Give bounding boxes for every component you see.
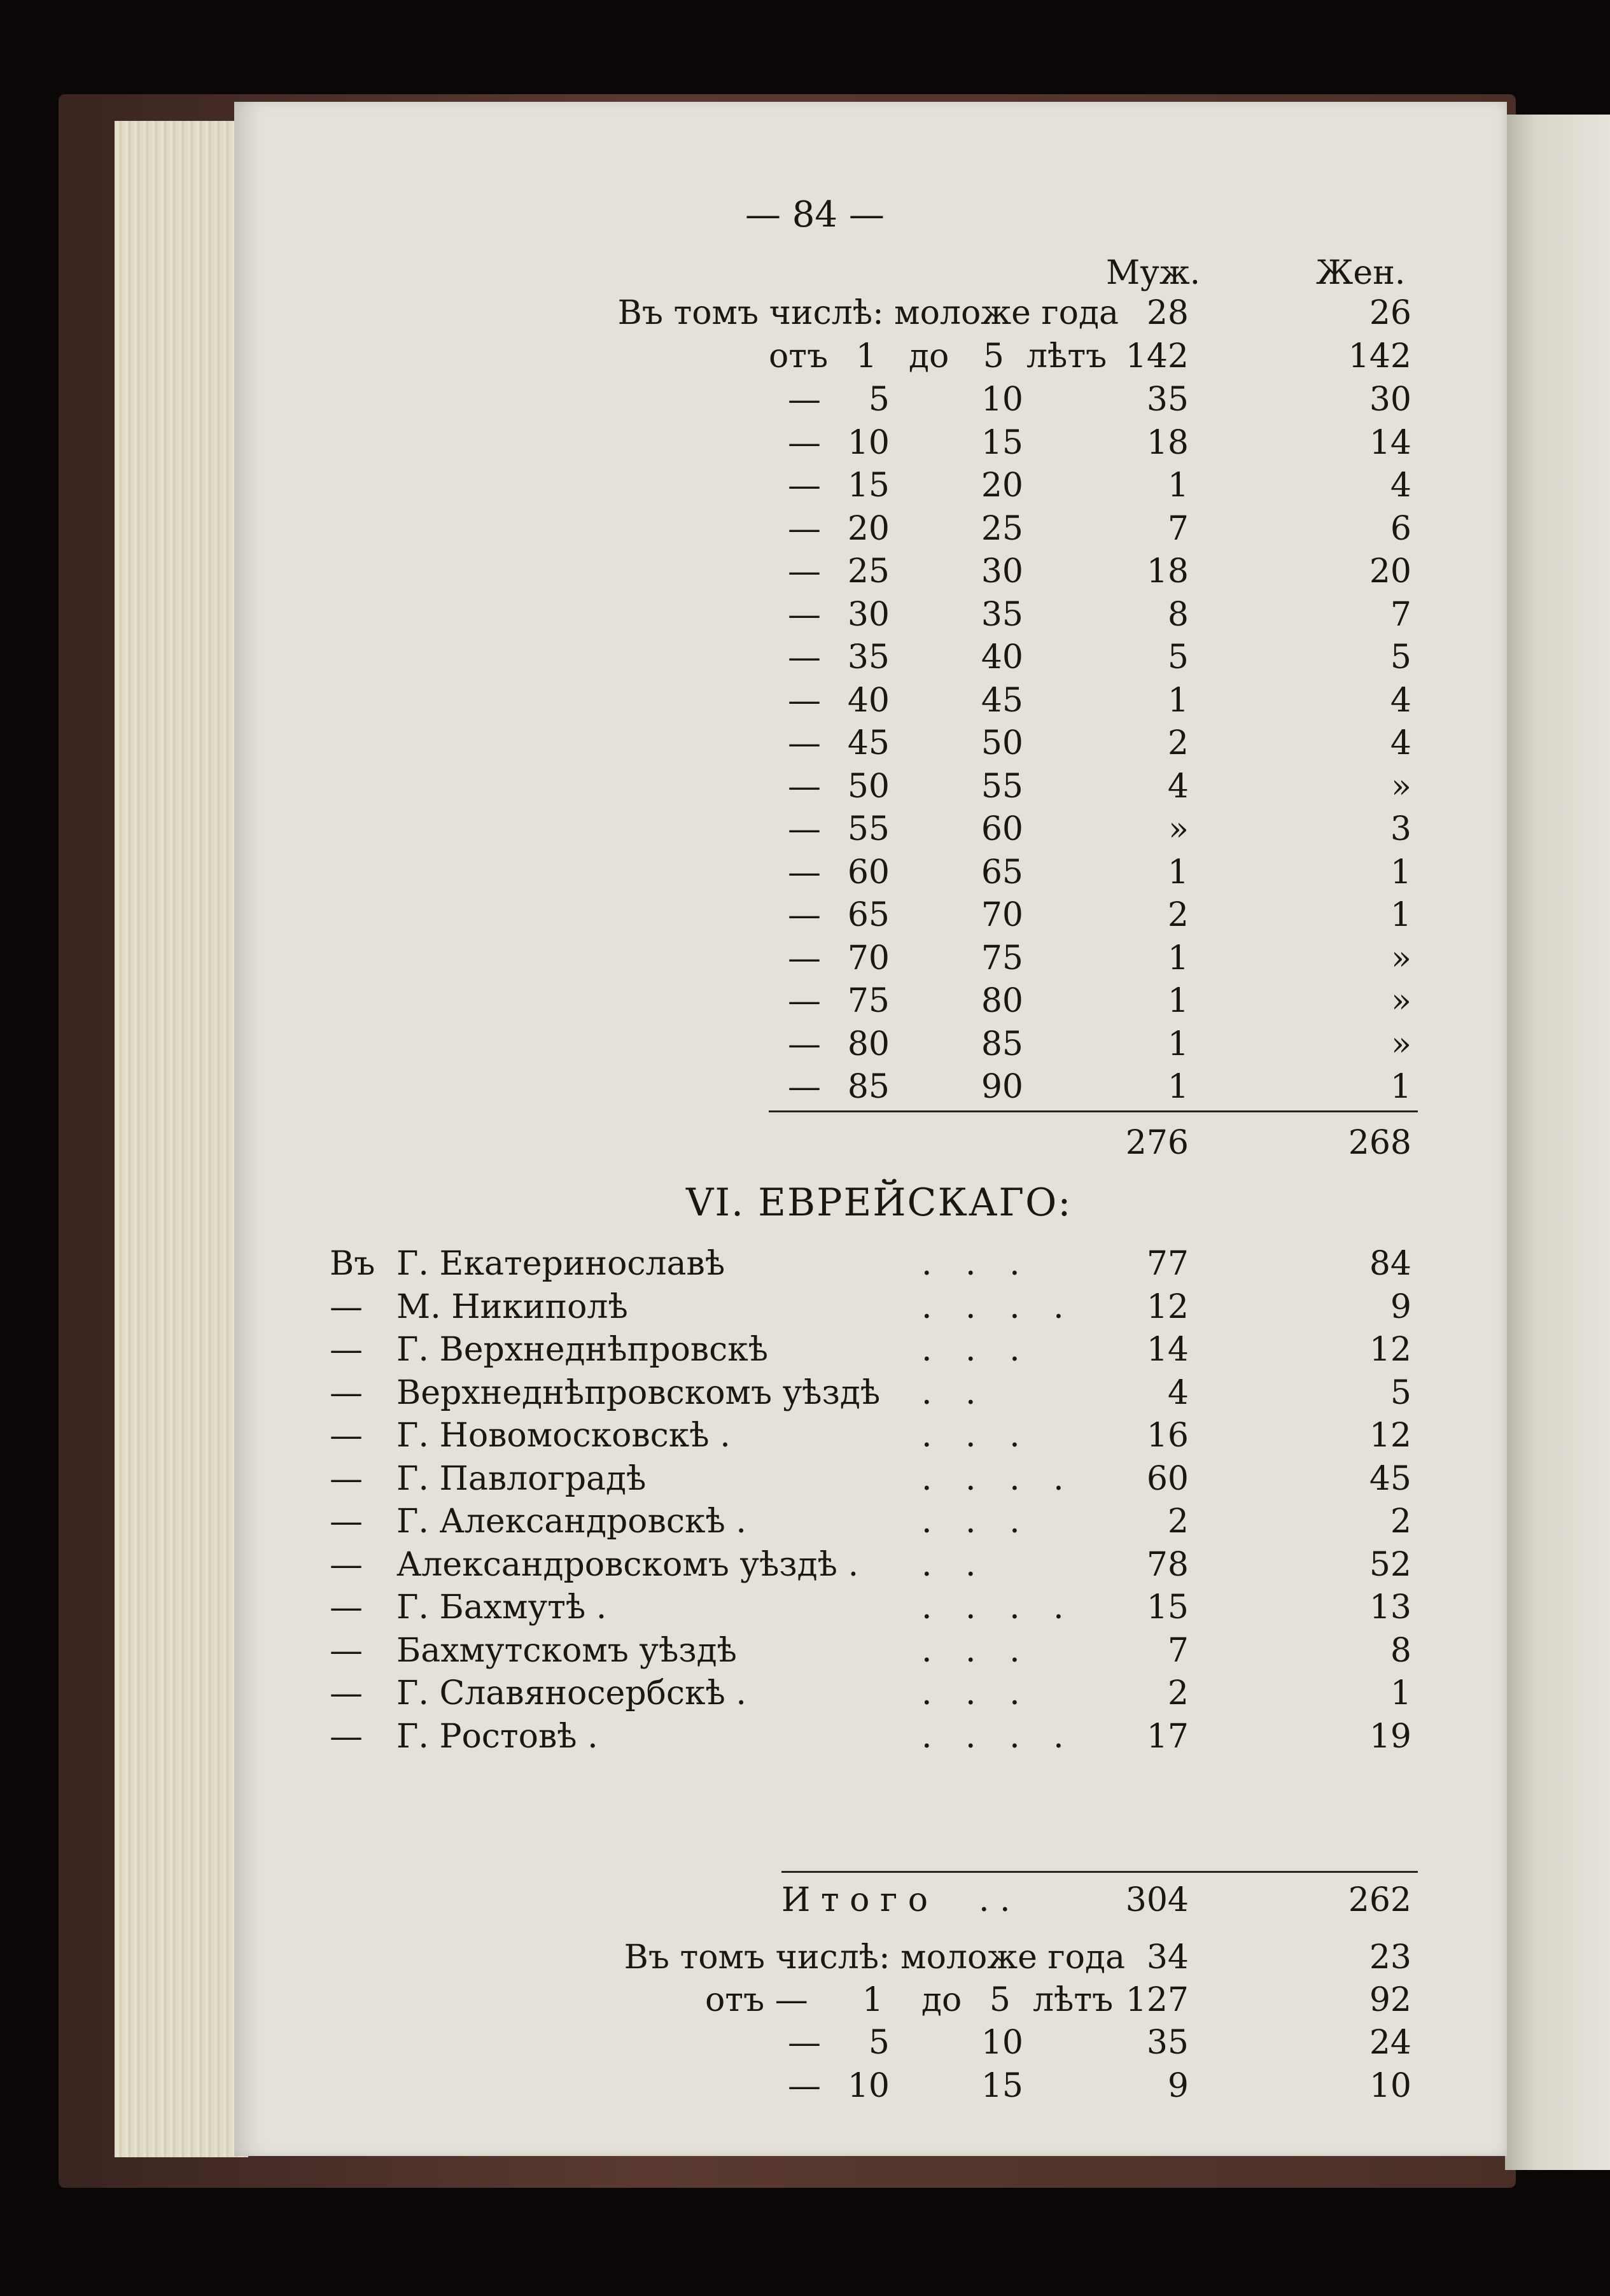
place-row-name: М. Никиполѣ [396, 1287, 628, 1326]
age-row-from: 35 [847, 638, 890, 676]
men-column-header: Муж. [1106, 254, 1201, 292]
place-row-name: Г. Бахмутѣ . [396, 1588, 607, 1627]
age-row-women: 10 [1369, 2066, 1411, 2105]
place-row-men: 14 [1146, 1331, 1189, 1369]
age-row-to: 75 [981, 939, 1023, 977]
age-row-from: 30 [847, 595, 890, 634]
place-row-name: Бахмутскомъ уѣздѣ [396, 1631, 738, 1670]
place-row-women: 1 [1390, 1674, 1411, 1712]
place-row-dots: . . . . [921, 1717, 1075, 1756]
age-row-to: 90 [981, 1068, 1023, 1106]
age-row-women: 1 [1390, 896, 1411, 934]
age-row-from: 5 [868, 2024, 890, 2062]
place-row-name: Г. Ростовѣ . [396, 1717, 598, 1756]
part2-first-men: 127 [1125, 1981, 1189, 2019]
age-row-men: 1 [1167, 466, 1189, 505]
place-row-men: 60 [1146, 1459, 1189, 1498]
place-row-women: 45 [1369, 1459, 1411, 1498]
place-row-prefix: — [330, 1331, 363, 1369]
age-row-men: 1 [1167, 1025, 1189, 1063]
age-row-to: 50 [981, 724, 1023, 762]
age-row-men: 18 [1146, 552, 1189, 591]
place-row-name: Г. Александровскѣ . [396, 1502, 746, 1541]
age-row-men: 35 [1146, 381, 1189, 419]
place-row-men: 4 [1167, 1373, 1189, 1412]
place-row-women: 19 [1369, 1717, 1411, 1756]
age-row-from: 65 [847, 896, 890, 934]
age-row-to: 85 [981, 1025, 1023, 1063]
part2-first-to: 5 [989, 1981, 1011, 2019]
part2-first-from: 1 [862, 1981, 883, 2019]
age-row-from: 50 [847, 767, 890, 806]
part1-first-prefix: отъ [769, 337, 829, 375]
place-row-prefix: — [330, 1545, 363, 1584]
age-row-women: 1 [1390, 1068, 1411, 1106]
place-row-dots: . . . . [921, 1588, 1075, 1627]
place-row-women: 5 [1390, 1373, 1411, 1412]
age-row-dash: — [788, 681, 821, 720]
part2-first-prefix: отъ — [705, 1981, 808, 2019]
itogo-label: И т о г о [781, 1881, 928, 1919]
age-row-women: 1 [1390, 853, 1411, 892]
age-row-dash: — [788, 423, 821, 462]
age-row-dash: — [788, 638, 821, 676]
part1-young-women: 26 [1369, 294, 1411, 332]
part1-first-women: 142 [1348, 337, 1411, 375]
place-row-name: Александровскомъ уѣздѣ . [396, 1545, 859, 1584]
age-row-women: 30 [1369, 381, 1411, 419]
place-row-dots: . . [921, 1373, 988, 1412]
place-row-women: 84 [1369, 1245, 1411, 1283]
age-row-women: 14 [1369, 423, 1411, 462]
itogo-men: 304 [1125, 1881, 1189, 1919]
part2-first-middle: до [921, 1981, 962, 2019]
place-row-dots: . . [921, 1545, 988, 1584]
place-row-prefix: — [330, 1417, 363, 1455]
place-row-name: Верхнеднѣпровскомъ уѣздѣ [396, 1373, 881, 1412]
age-row-dash: — [788, 724, 821, 762]
age-row-men: 35 [1146, 2024, 1189, 2062]
place-row-women: 12 [1369, 1331, 1411, 1369]
place-row-prefix: — [330, 1717, 363, 1756]
place-row-name: Г. Екатеринославѣ [396, 1245, 725, 1283]
place-row-women: 13 [1369, 1588, 1411, 1627]
place-row-dots: . . . [921, 1674, 1032, 1712]
book-page [234, 102, 1507, 2156]
place-row-prefix: — [330, 1459, 363, 1498]
place-row-prefix: — [330, 1502, 363, 1541]
age-row-to: 60 [981, 810, 1023, 848]
age-row-men: 1 [1167, 1068, 1189, 1106]
age-row-from: 85 [847, 1068, 890, 1106]
place-row-prefix: — [330, 1631, 363, 1670]
age-row-to: 65 [981, 853, 1023, 892]
age-row-from: 5 [868, 381, 890, 419]
age-row-dash: — [788, 810, 821, 848]
place-row-dots: . . . [921, 1502, 1032, 1541]
age-row-to: 35 [981, 595, 1023, 634]
age-row-men: 1 [1167, 982, 1189, 1020]
age-row-men: 2 [1167, 724, 1189, 762]
part1-first-suffix: лѣтъ [1026, 337, 1107, 375]
page-edges [115, 121, 248, 2157]
place-row-prefix: — [330, 1674, 363, 1712]
age-row-dash: — [788, 939, 821, 977]
age-row-dash: — [788, 1068, 821, 1106]
place-row-prefix: — [330, 1373, 363, 1412]
place-row-name: Г. Верхнеднѣпровскѣ [396, 1331, 769, 1369]
age-row-dash: — [788, 595, 821, 634]
place-row-men: 12 [1146, 1287, 1189, 1326]
age-row-from: 10 [847, 423, 890, 462]
age-row-men: 8 [1167, 595, 1189, 634]
place-row-dots: . . . [921, 1245, 1032, 1283]
place-row-dots: . . . . [921, 1287, 1075, 1326]
age-row-from: 10 [847, 2066, 890, 2105]
part1-first-men: 142 [1125, 337, 1189, 375]
age-row-dash: — [788, 2066, 821, 2105]
part2-young-label: Въ томъ числѣ: моложе года [624, 1938, 1125, 1977]
age-row-to: 10 [981, 381, 1023, 419]
age-row-from: 80 [847, 1025, 890, 1063]
place-row-women: 8 [1390, 1631, 1411, 1670]
place-row-men: 7 [1167, 1631, 1189, 1670]
place-row-dots: . . . . [921, 1459, 1075, 1498]
age-row-dash: — [788, 853, 821, 892]
age-row-men: 9 [1167, 2066, 1189, 2105]
part2-young-women: 23 [1369, 1938, 1411, 1977]
age-row-from: 75 [847, 982, 890, 1020]
age-row-dash: — [788, 1025, 821, 1063]
section-title: VI. ЕВРЕЙСКАГО: [686, 1180, 1072, 1225]
place-row-name: Г. Павлоградѣ [396, 1459, 647, 1498]
age-row-from: 40 [847, 681, 890, 720]
age-row-to: 15 [981, 423, 1023, 462]
part2-young-men: 34 [1146, 1938, 1189, 1977]
age-row-women: 7 [1390, 595, 1411, 634]
place-row-men: 17 [1146, 1717, 1189, 1756]
age-row-men: 1 [1167, 681, 1189, 720]
age-row-women: 24 [1369, 2024, 1411, 2062]
age-row-women: 4 [1390, 466, 1411, 505]
age-row-from: 45 [847, 724, 890, 762]
age-row-to: 20 [981, 466, 1023, 505]
age-row-to: 25 [981, 509, 1023, 548]
age-row-from: 55 [847, 810, 890, 848]
age-row-dash: — [788, 896, 821, 934]
age-row-from: 60 [847, 853, 890, 892]
age-row-to: 80 [981, 982, 1023, 1020]
age-row-dash: — [788, 767, 821, 806]
itogo-dots: . . [979, 1881, 1011, 1919]
place-row-men: 16 [1146, 1417, 1189, 1455]
place-row-name: Г. Славяносербскѣ . [396, 1674, 746, 1712]
age-row-men: 4 [1167, 767, 1189, 806]
place-row-women: 2 [1390, 1502, 1411, 1541]
place-row-women: 9 [1390, 1287, 1411, 1326]
place-row-prefix: — [330, 1287, 363, 1326]
women-column-header: Жен. [1316, 254, 1406, 292]
age-row-women: 4 [1390, 724, 1411, 762]
age-row-from: 25 [847, 552, 890, 591]
itogo-women: 262 [1348, 1881, 1411, 1919]
age-row-dash: — [788, 982, 821, 1020]
itogo-rule [781, 1871, 1418, 1873]
part1-young-label: Въ томъ числѣ: моложе года [617, 294, 1119, 332]
age-row-men: » [1168, 810, 1189, 848]
age-row-women: 3 [1390, 810, 1411, 848]
place-row-men: 2 [1167, 1674, 1189, 1712]
age-row-women: 6 [1390, 509, 1411, 548]
age-row-from: 15 [847, 466, 890, 505]
age-row-to: 45 [981, 681, 1023, 720]
age-row-men: 2 [1167, 896, 1189, 934]
age-row-women: » [1391, 767, 1411, 806]
age-row-dash: — [788, 509, 821, 548]
age-row-to: 55 [981, 767, 1023, 806]
place-row-prefix: — [330, 1588, 363, 1627]
age-row-men: 18 [1146, 423, 1189, 462]
age-row-women: 5 [1390, 638, 1411, 676]
age-row-dash: — [788, 2024, 821, 2062]
part2-first-suffix: лѣтъ [1033, 1981, 1114, 2019]
place-row-women: 52 [1369, 1545, 1411, 1584]
age-row-men: 5 [1167, 638, 1189, 676]
age-row-women: » [1391, 939, 1411, 977]
part1-first-middle: до [909, 337, 949, 375]
place-row-men: 78 [1146, 1545, 1189, 1584]
place-row-dots: . . . [921, 1417, 1032, 1455]
age-row-to: 10 [981, 2024, 1023, 2062]
age-row-women: » [1391, 1025, 1411, 1063]
place-row-men: 15 [1146, 1588, 1189, 1627]
age-row-women: 20 [1369, 552, 1411, 591]
place-row-name: Г. Новомосковскѣ . [396, 1417, 731, 1455]
place-row-dots: . . . [921, 1631, 1032, 1670]
place-row-men: 77 [1146, 1245, 1189, 1283]
age-row-to: 30 [981, 552, 1023, 591]
part1-total-women: 268 [1348, 1124, 1411, 1162]
age-row-women: 4 [1390, 681, 1411, 720]
age-row-to: 70 [981, 896, 1023, 934]
age-row-dash: — [788, 381, 821, 419]
age-row-to: 15 [981, 2066, 1023, 2105]
age-row-from: 20 [847, 509, 890, 548]
facing-page-edge [1505, 115, 1610, 2170]
place-row-dots: . . . [921, 1331, 1032, 1369]
age-row-dash: — [788, 466, 821, 505]
place-row-men: 2 [1167, 1502, 1189, 1541]
place-row-prefix: Въ [330, 1245, 375, 1283]
place-row-women: 12 [1369, 1417, 1411, 1455]
age-row-men: 1 [1167, 853, 1189, 892]
page-number: — 84 — [745, 194, 885, 235]
age-row-men: 1 [1167, 939, 1189, 977]
part1-total-men: 276 [1125, 1124, 1189, 1162]
part1-first-from: 1 [855, 337, 877, 375]
part1-young-men: 28 [1146, 294, 1189, 332]
age-row-women: » [1391, 982, 1411, 1020]
age-row-dash: — [788, 552, 821, 591]
age-row-men: 7 [1167, 509, 1189, 548]
total-rule [769, 1110, 1418, 1112]
part2-first-women: 92 [1369, 1981, 1411, 2019]
part1-first-to: 5 [983, 337, 1004, 375]
age-row-from: 70 [847, 939, 890, 977]
age-row-to: 40 [981, 638, 1023, 676]
